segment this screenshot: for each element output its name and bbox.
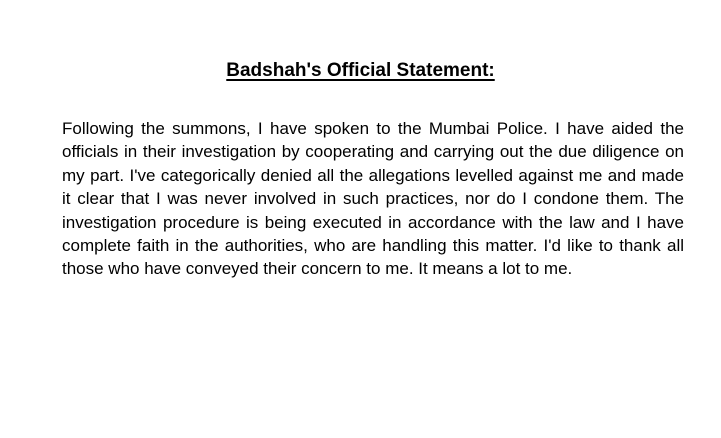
statement-title-text: Badshah's Official Statement: xyxy=(226,60,495,81)
statement-title xyxy=(0,58,721,84)
statement-body: Following the summons, I have spoken to the Mumbai Police. I have aided the officials in their investigation by cooperating and carrying out the due diligence on my part. I've categorically denied all the allegations levelled against me and made it clear that I was never involved in such practices, nor do I condone them. The investigation procedure is being executed in accordance with the law and I have complete faith in the authorities, who are handling this matter. I'd like to thank all those who have conveyed their concern to me. It means a lot to me. xyxy=(62,119,684,279)
